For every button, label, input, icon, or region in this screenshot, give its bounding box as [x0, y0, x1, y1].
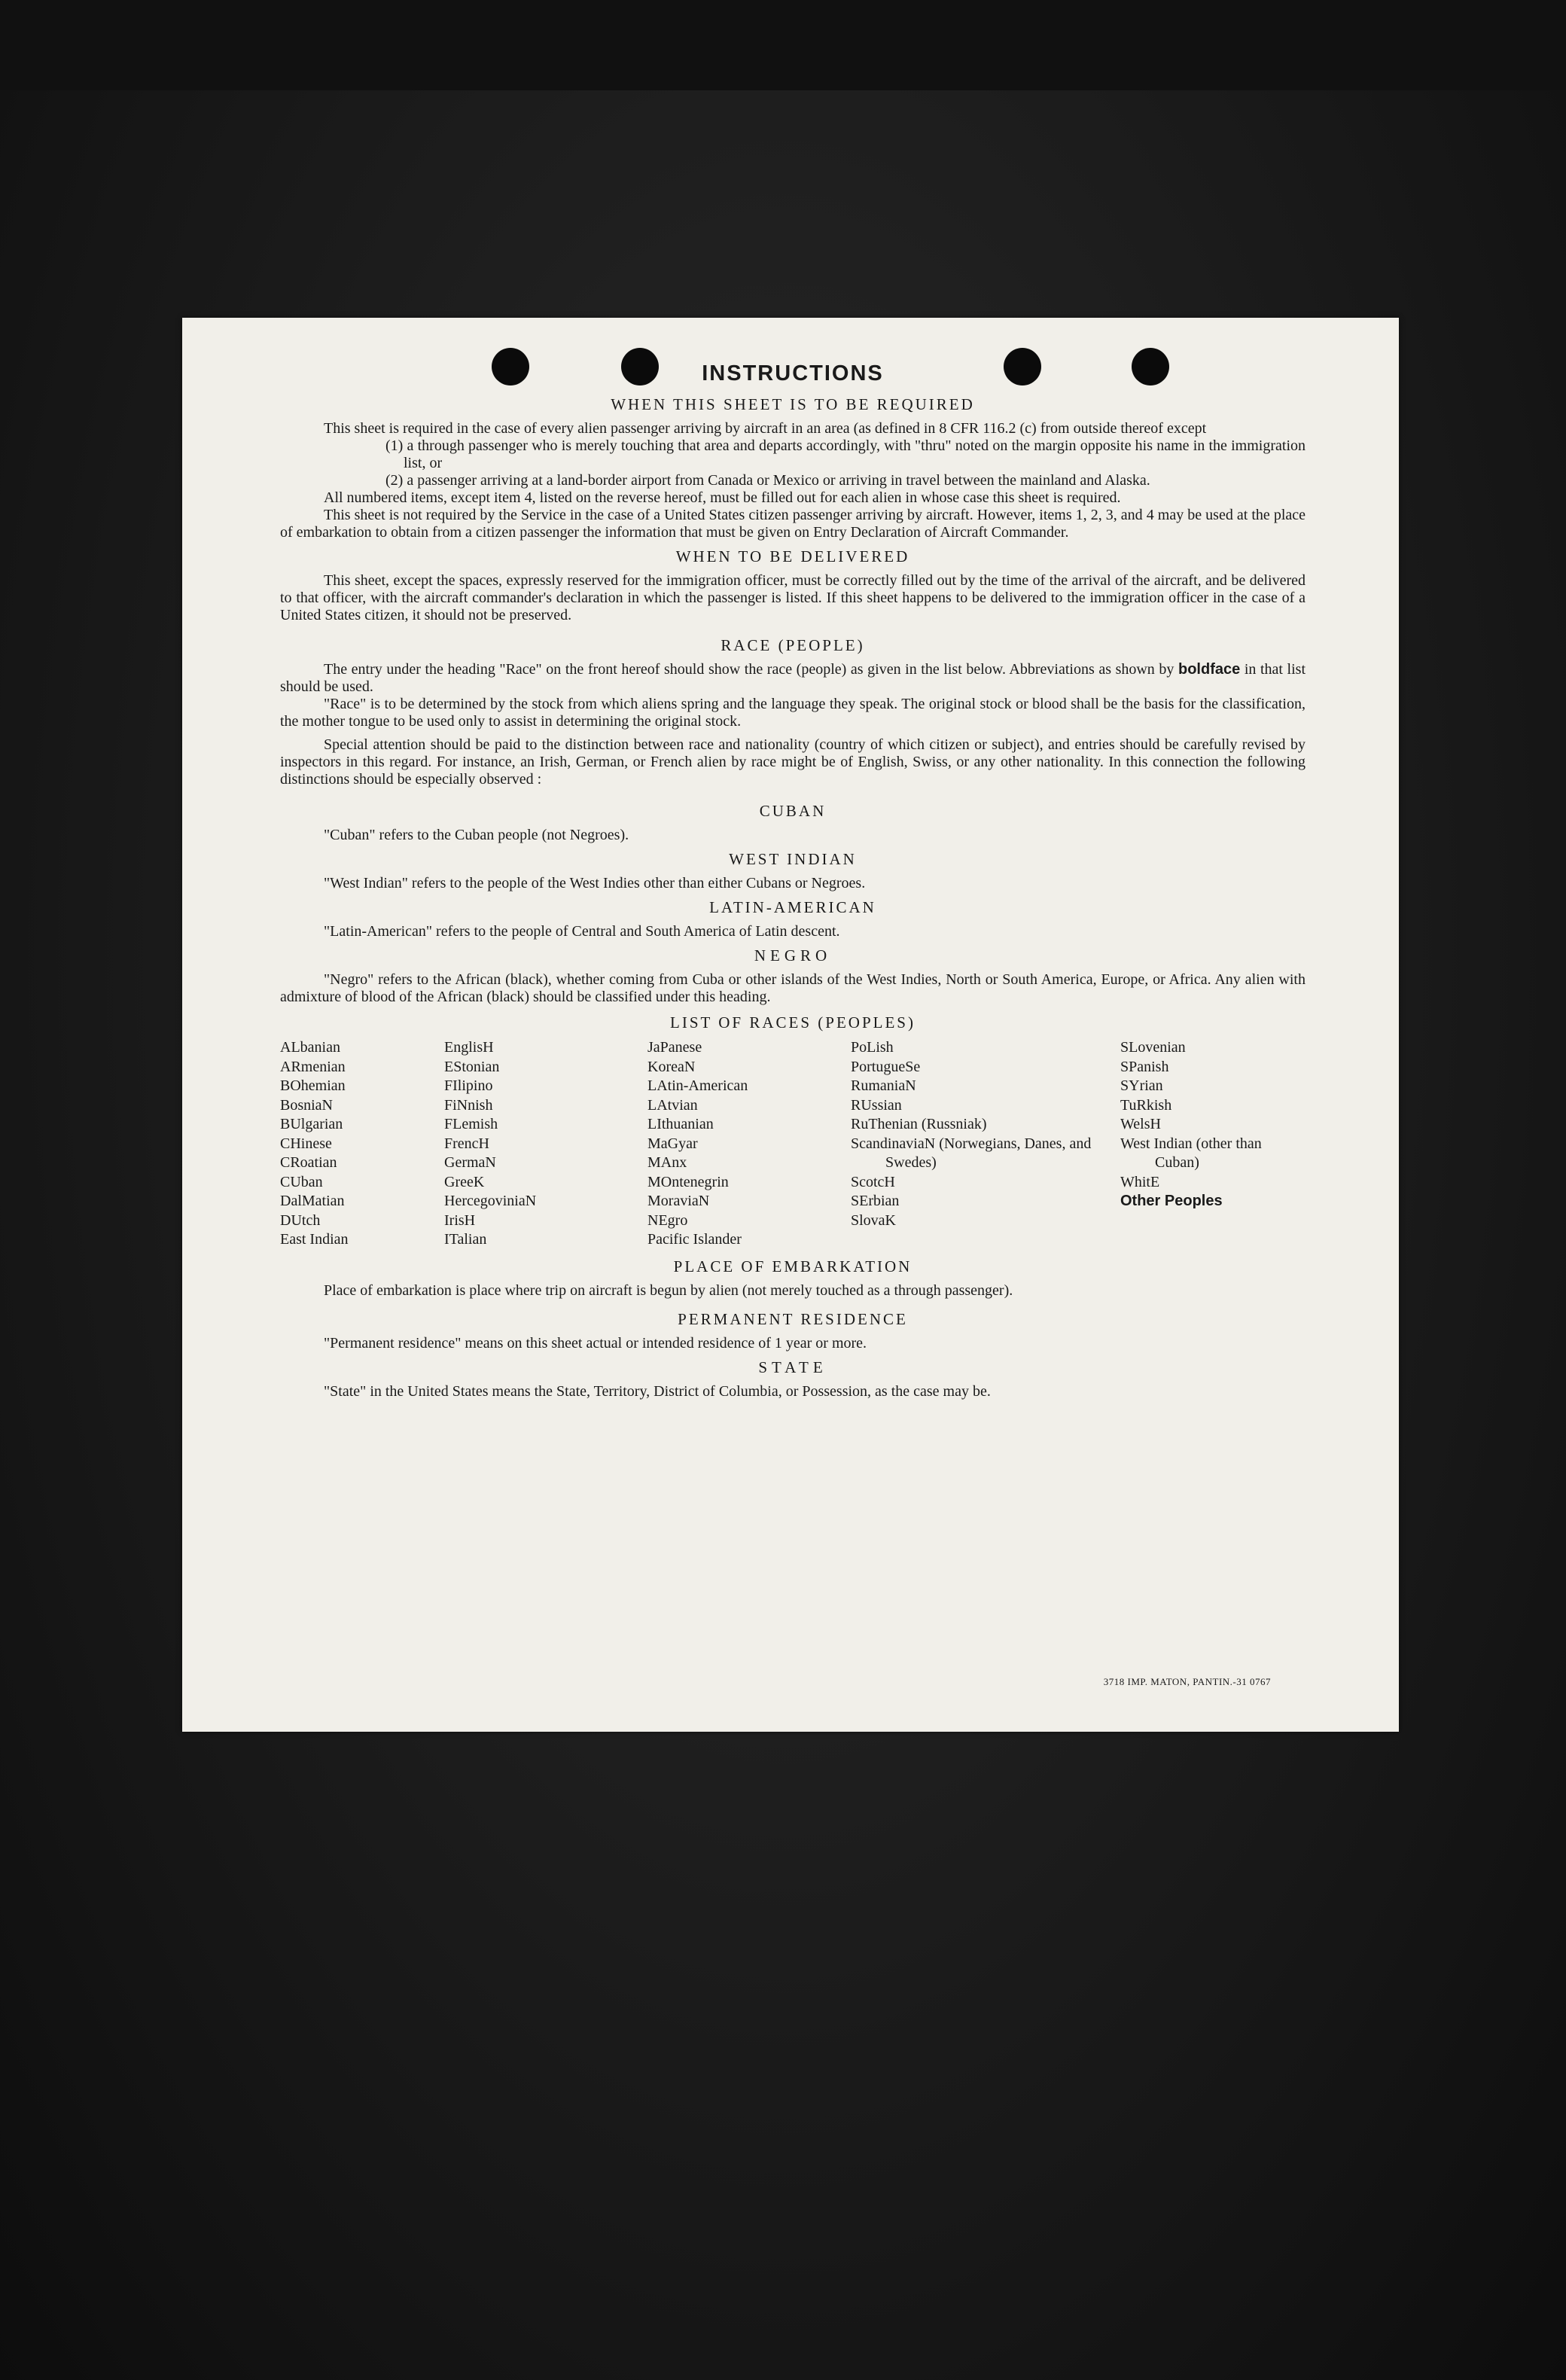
heading-latin-american: LATIN-AMERICAN	[709, 898, 876, 916]
race-item: West Indian (other than Cuban)	[1120, 1135, 1262, 1171]
race-item: East Indian	[280, 1231, 349, 1248]
race-item: RUssian	[851, 1096, 902, 1114]
race-item: ALbanian	[280, 1039, 340, 1056]
races-column-5	[1120, 1038, 1306, 1250]
race-item: GreeK	[444, 1173, 485, 1190]
race-item: HercegoviniaN	[444, 1193, 537, 1209]
race-item: CUban	[280, 1173, 323, 1190]
sheet-content	[280, 361, 1306, 1400]
races-column-1	[280, 1038, 444, 1250]
race-item: LIthuanian	[647, 1116, 714, 1132]
race-item: TuRkish	[1120, 1096, 1172, 1114]
race-item: ScandinaviaN (Norwegians, Danes, and Swedes)	[851, 1135, 1092, 1171]
para-race-entry	[280, 661, 1306, 696]
para-citizen: This sheet is not required by the Service in the case of a United States citizen passenger arriving by aircraft. However, items 1, 2, 3, and 4 may be used at the place of embarkation to obtain from a citizen passenger the information that must be given on Entry Declaration of Aircraft Commander.	[280, 507, 1306, 541]
race-item: FrencH	[444, 1135, 489, 1152]
text-state: "State" in the United States means the State, Territory, District of Columbia, or Possession, as the case may be.	[324, 1382, 991, 1400]
race-item: SPanish	[1120, 1058, 1169, 1075]
page-title: INSTRUCTIONS	[702, 361, 884, 385]
race-item: ITalian	[444, 1231, 487, 1248]
race-item: ScotcH	[851, 1173, 895, 1190]
race-entry-text: The entry under the heading "Race" on the front hereof should show the race (people) as given in the list below. Abbreviations as shown by	[324, 661, 1178, 678]
para-race-nationality: Special attention should be paid to the distinction between race and nationality (country of which citizen or subject), and entries should be carefully revised by inspectors in this regard. For instance, an Irish, German, or French alien by race might be of English, Swiss, or any other nationality. In this connection the following distinctions should be especially observed :	[280, 736, 1306, 788]
heading-negro: NEGRO	[754, 946, 832, 964]
race-item: LAtvian	[647, 1096, 698, 1114]
race-item: SLovenian	[1120, 1039, 1186, 1056]
instruction-sheet	[182, 318, 1399, 1732]
race-item: RuThenian (Russniak)	[851, 1116, 987, 1132]
para-race-stock: "Race" is to be determined by the stock from which aliens spring and the language they speak. The original stock or blood shall be the basis for the classification, the mother tongue to be used only to assist in determining the original stock.	[280, 696, 1306, 730]
heading-cuban: CUBAN	[759, 802, 827, 820]
top-dark-band	[0, 0, 1566, 90]
races-column-3	[647, 1038, 851, 1250]
race-item: WelsH	[1120, 1116, 1161, 1132]
race-item: MAnx	[647, 1154, 687, 1171]
race-item: BosniaN	[280, 1096, 333, 1114]
heading-west-indian: WEST INDIAN	[729, 850, 857, 868]
race-item: LAtin-American	[647, 1077, 748, 1094]
printer-footer: 3718 IMP. MATON, PANTIN.-31 0767	[1103, 1676, 1271, 1687]
text-latin-american: "Latin-American" refers to the people of Central and South America of Latin descent.	[324, 923, 840, 940]
race-item: MaGyar	[647, 1135, 698, 1152]
race-item: ARmenian	[280, 1058, 346, 1075]
races-column-4	[851, 1038, 1120, 1250]
race-item: DalMatian	[280, 1193, 345, 1209]
boldface-word: boldface	[1178, 661, 1241, 678]
heading-embarkation: PLACE OF EMBARKATION	[673, 1257, 912, 1275]
race-item: BUlgarian	[280, 1116, 343, 1132]
heading-list-of-races: LIST OF RACES (PEOPLES)	[670, 1013, 916, 1032]
races-list	[280, 1038, 1306, 1250]
race-item: FiNnish	[444, 1096, 493, 1114]
race-item: Other Peoples	[1120, 1193, 1223, 1209]
race-item: FIlipino	[444, 1077, 493, 1094]
heading-when-required: WHEN THIS SHEET IS TO BE REQUIRED	[611, 395, 975, 413]
race-item: SYrian	[1120, 1077, 1163, 1094]
race-entry-text-end: in that list should be used.	[280, 661, 1306, 695]
heading-state: STATE	[758, 1358, 827, 1376]
text-negro: "Negro" refers to the African (black), whether coming from Cuba or other islands of the West Indies, North or South America, Europe, or Africa. Any alien with admixture of blood of the African (black) should be classified under this heading.	[280, 971, 1306, 1005]
heading-residence: PERMANENT RESIDENCE	[678, 1309, 908, 1328]
race-item: NEgro	[647, 1211, 688, 1229]
item-land-border: (2) a passenger arriving at a land-border airport from Canada or Mexico or arriving in travel between the mainland and Alaska.	[385, 472, 1150, 489]
race-item: MOntenegrin	[647, 1173, 729, 1190]
text-embarkation: Place of embarkation is place where trip on aircraft is begun by alien (not merely touched as a through passenger).	[324, 1281, 1013, 1299]
race-item: IrisH	[444, 1211, 476, 1229]
race-item: SErbian	[851, 1193, 900, 1209]
race-item: PortugueSe	[851, 1058, 921, 1075]
text-residence: "Permanent residence" means on this sheet actual or intended residence of 1 year or more.	[324, 1334, 867, 1352]
race-item: KoreaN	[647, 1058, 696, 1075]
para-required: This sheet is required in the case of every alien passenger arriving by aircraft in an area (as defined in 8 CFR 116.2 (c) from outside thereof except	[324, 420, 1207, 437]
race-item: BOhemian	[280, 1077, 346, 1094]
para-numbered-items: All numbered items, except item 4, listed on the reverse hereof, must be filled out for each alien in whose case this sheet is required.	[324, 489, 1121, 506]
text-west-indian: "West Indian" refers to the people of the West Indies other than either Cubans or Negroes.	[324, 875, 866, 891]
race-item: GermaN	[444, 1154, 496, 1171]
race-item: Pacific Islander	[647, 1231, 742, 1248]
race-item: JaPanese	[647, 1039, 702, 1056]
race-item: EStonian	[444, 1058, 500, 1075]
item-through-passenger: (1) a through passenger who is merely touching that area and departs accordingly, with "thru" noted on the margin opposite his name in the immigration list, or	[385, 437, 1306, 471]
race-item: SlovaK	[851, 1211, 896, 1229]
race-item: CRoatian	[280, 1154, 337, 1171]
race-item: MoraviaN	[647, 1193, 710, 1209]
para-delivered: This sheet, except the spaces, expressly reserved for the immigration officer, must be correctly filled out by the time of the arrival of the aircraft, and be delivered to that officer, with the aircraft commander's declaration in which the passenger is listed. If this sheet happens to be delivered to the immigration officer in the case of a United States citizen, it should not be preserved.	[280, 572, 1306, 623]
heading-when-delivered: WHEN TO BE DELIVERED	[675, 547, 910, 565]
race-item: CHinese	[280, 1135, 332, 1152]
race-item: WhitE	[1120, 1173, 1160, 1190]
race-item: RumaniaN	[851, 1077, 916, 1094]
race-item: EnglisH	[444, 1039, 494, 1056]
race-item: PoLish	[851, 1039, 894, 1056]
race-item: FLemish	[444, 1116, 498, 1132]
heading-race: RACE (PEOPLE)	[721, 636, 865, 654]
race-item: DUtch	[280, 1211, 321, 1229]
races-column-2	[444, 1038, 647, 1250]
text-cuban: "Cuban" refers to the Cuban people (not Negroes).	[324, 827, 629, 843]
